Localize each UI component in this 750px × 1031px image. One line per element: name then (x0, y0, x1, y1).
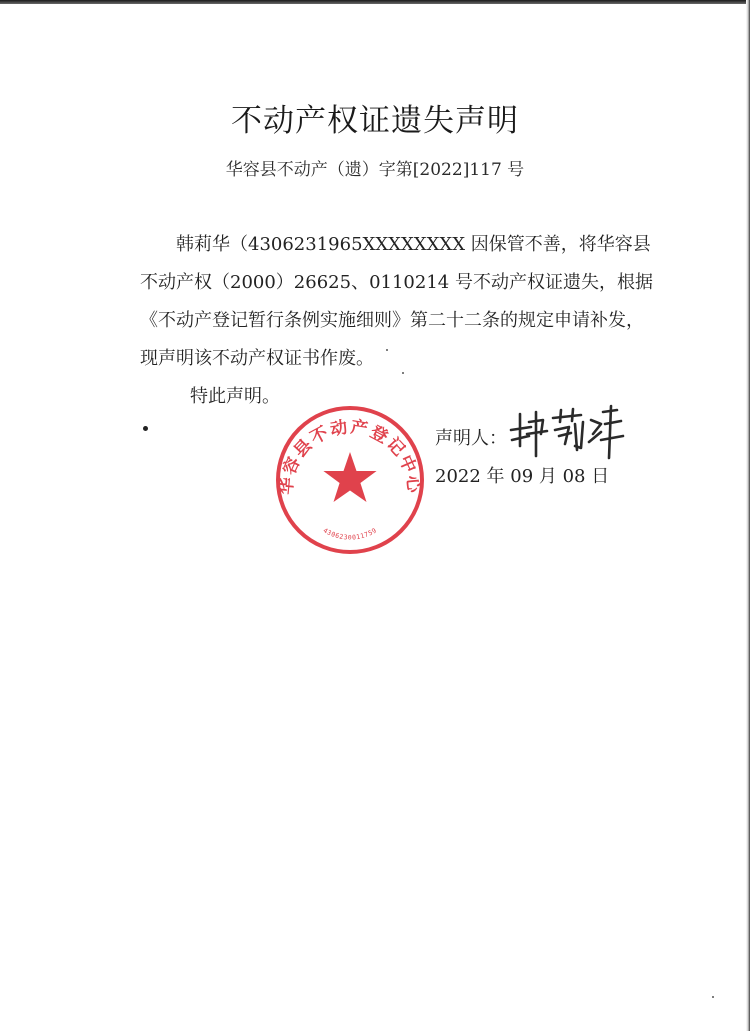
seal-code: 4306230011759 (321, 526, 379, 542)
seal-star-icon (323, 452, 376, 502)
closing-statement: 特此声明。 (190, 386, 280, 407)
scan-speck (712, 996, 714, 998)
page-title: 不动产权证遗失声明 (231, 103, 519, 139)
ink-dot (143, 426, 148, 431)
handwritten-signature (505, 400, 625, 465)
seal-org-name: 华容县不动产登记中心 (276, 417, 424, 496)
document-number: 华容县不动产（遗）字第[2022]117 号 (225, 160, 525, 180)
declaration-date: 2022 年 09 月 08 日 (435, 466, 610, 487)
scan-speck (386, 349, 388, 351)
official-seal (270, 400, 430, 560)
scan-edge-top (0, 0, 750, 4)
declarant-label: 声明人： (435, 428, 507, 449)
declaration-body: 韩莉华（4306231965XXXXXXXX 因保管不善，将华容县不动产权（2000）26625、0110214 号不动产权证遗失，根据《不动产登记暂行条例实施细则》第二十二条的规定申请补发，现声明该不动产权证书作废。 (140, 234, 653, 369)
scan-speck (402, 372, 404, 374)
